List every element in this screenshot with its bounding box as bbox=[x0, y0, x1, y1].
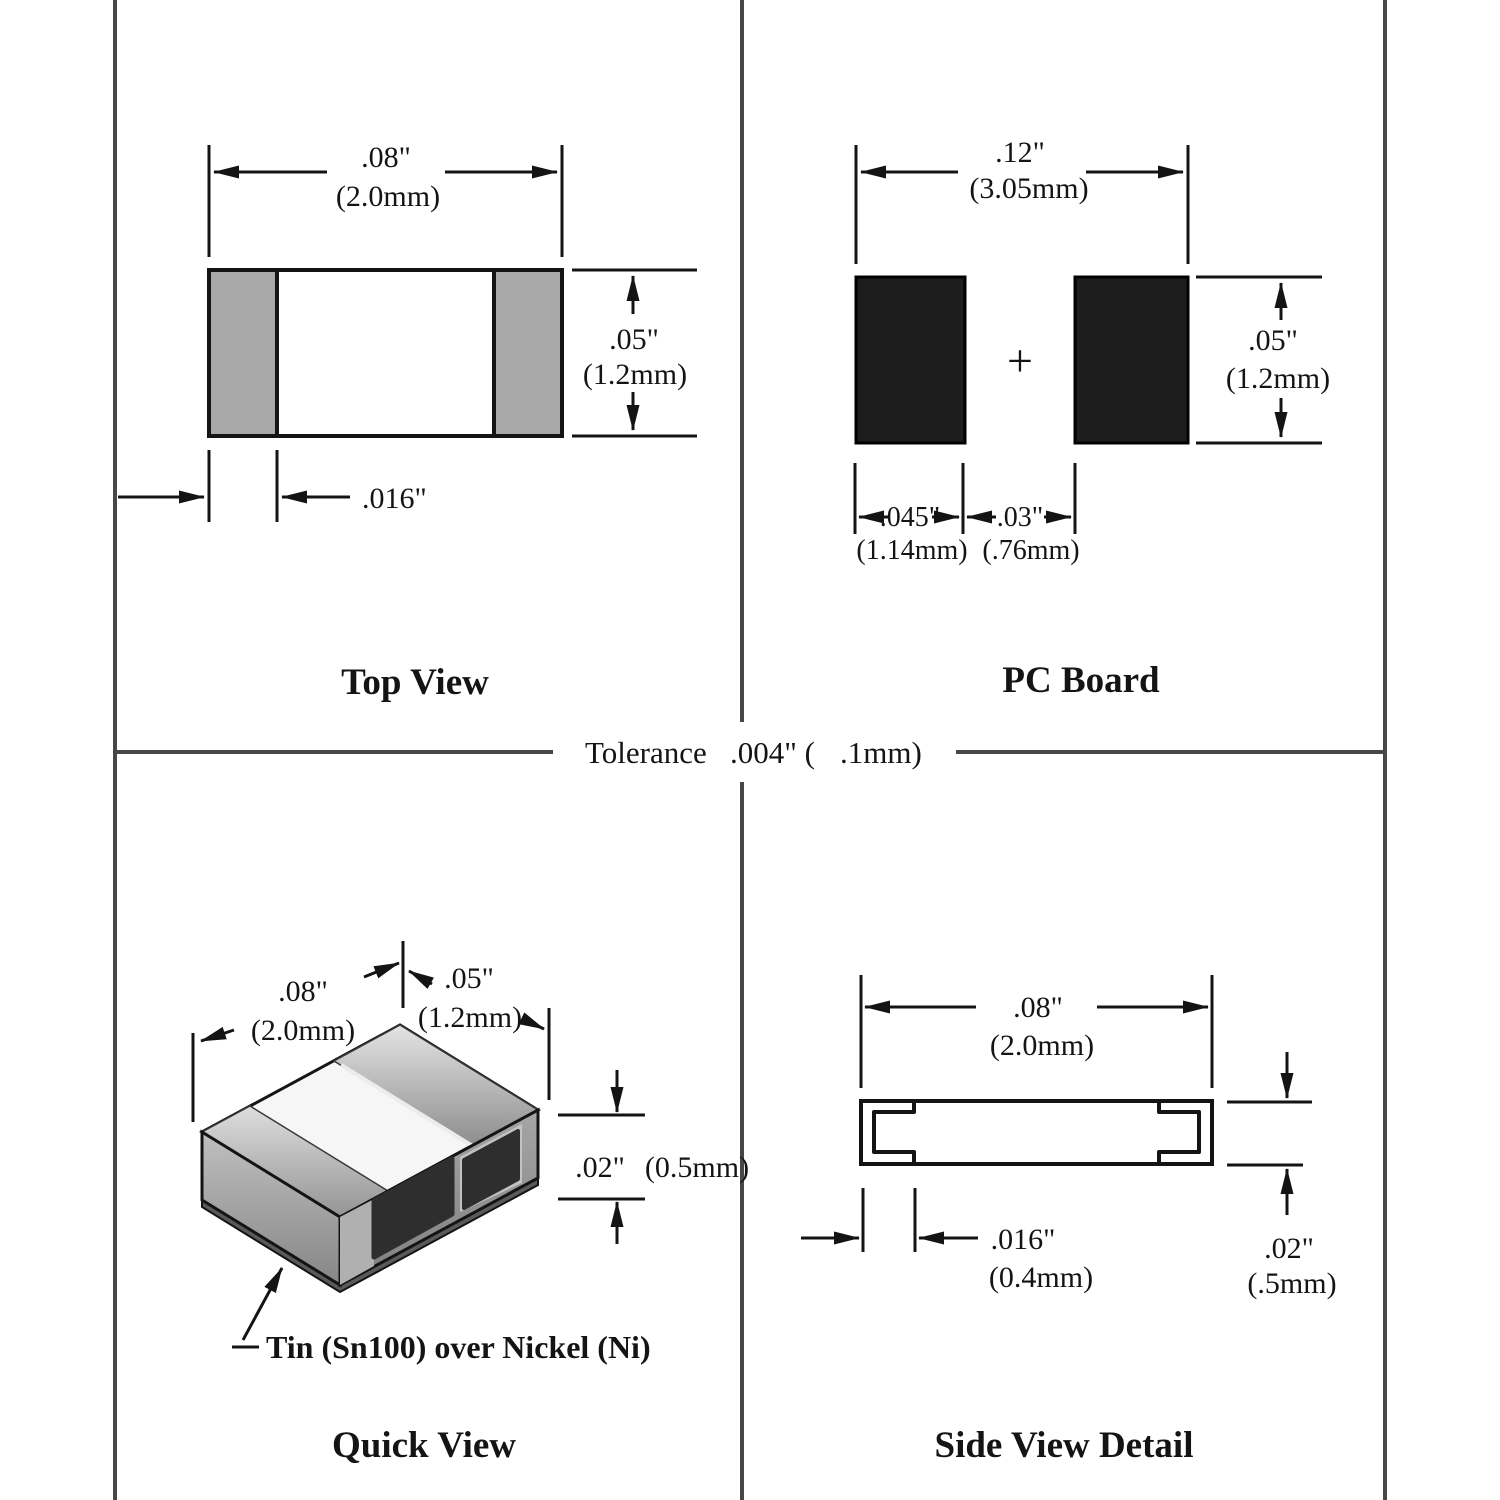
dimension-text: (2.0mm) bbox=[989, 1029, 1095, 1062]
dimension-text: .12" bbox=[995, 136, 1045, 169]
pc-board-panel bbox=[855, 136, 1330, 701]
pc-board-pad-gap-dimensions bbox=[855, 463, 1080, 566]
tolerance-note bbox=[585, 735, 922, 770]
solder-pad-right bbox=[1075, 277, 1188, 443]
side-view-length-dimension bbox=[861, 975, 1212, 1088]
tolerance-mm: .1mm) bbox=[840, 735, 922, 770]
dimension-text: (.5mm) bbox=[1247, 1267, 1337, 1300]
dimension-text: .08" bbox=[1013, 991, 1063, 1024]
dimension-text: .016" bbox=[362, 482, 427, 515]
side-view-band-dimension bbox=[801, 1188, 1093, 1294]
dimension-text: (2.0mm) bbox=[335, 180, 441, 213]
side-view-caption: Side View Detail bbox=[934, 1425, 1194, 1466]
pc-board-height-dimension bbox=[1196, 277, 1330, 443]
dimension-text: (3.05mm) bbox=[969, 172, 1089, 205]
dimension-arrow bbox=[523, 1019, 544, 1029]
dimension-text: .016" bbox=[990, 1223, 1056, 1256]
plating-note: Tin (Sn100) over Nickel (Ni) bbox=[266, 1329, 651, 1365]
side-view-height-dimension bbox=[1227, 1052, 1337, 1300]
dimension-text: .08" bbox=[278, 975, 328, 1008]
dimension-arrow bbox=[364, 963, 399, 977]
quick-view-caption: Quick View bbox=[332, 1425, 516, 1466]
chip-left-termination bbox=[209, 270, 277, 436]
tolerance-inch: .004" ( bbox=[730, 735, 815, 770]
dimension-text: .05" bbox=[609, 323, 659, 356]
quick-view-panel bbox=[193, 941, 749, 1466]
side-view-panel bbox=[801, 975, 1337, 1466]
dimension-text: (1.14mm) bbox=[856, 535, 968, 566]
top-view-panel bbox=[118, 141, 697, 703]
dimension-text: (1.2mm) bbox=[1225, 362, 1331, 395]
dimension-text: .02" bbox=[1264, 1232, 1314, 1265]
dimension-text: .03" bbox=[996, 502, 1044, 533]
dimension-arrow bbox=[409, 971, 432, 984]
dimension-text: (2.0mm) bbox=[250, 1014, 356, 1047]
dimension-text: .08" bbox=[361, 141, 411, 174]
dimension-text: .045" bbox=[879, 502, 941, 533]
top-view-width-dimension bbox=[209, 141, 562, 257]
chip-right-termination bbox=[494, 270, 562, 436]
center-plus-mark: + bbox=[1007, 335, 1033, 386]
tolerance-label: Tolerance bbox=[585, 735, 707, 770]
pc-board-span-dimension bbox=[856, 136, 1188, 264]
quick-view-height-dimension bbox=[558, 1070, 749, 1244]
dimension-arrow bbox=[201, 1030, 234, 1041]
plating-callout bbox=[232, 1268, 651, 1365]
dimension-text: (.76mm) bbox=[982, 535, 1080, 566]
dimension-text: (1.2mm) bbox=[417, 1001, 523, 1034]
dimension-text: (0.5mm) bbox=[644, 1151, 750, 1184]
dimension-text: .02" bbox=[575, 1151, 625, 1184]
top-view-height-dimension bbox=[572, 270, 697, 436]
pc-board-caption: PC Board bbox=[1002, 660, 1160, 701]
solder-pad-left bbox=[856, 277, 965, 443]
top-view-caption: Top View bbox=[341, 662, 489, 703]
dimension-text: .05" bbox=[444, 962, 494, 995]
dimension-text: .05" bbox=[1248, 324, 1298, 357]
top-view-end-dimension bbox=[118, 450, 427, 522]
dimension-text: (1.2mm) bbox=[582, 358, 688, 391]
dimension-text: (0.4mm) bbox=[988, 1261, 1094, 1294]
